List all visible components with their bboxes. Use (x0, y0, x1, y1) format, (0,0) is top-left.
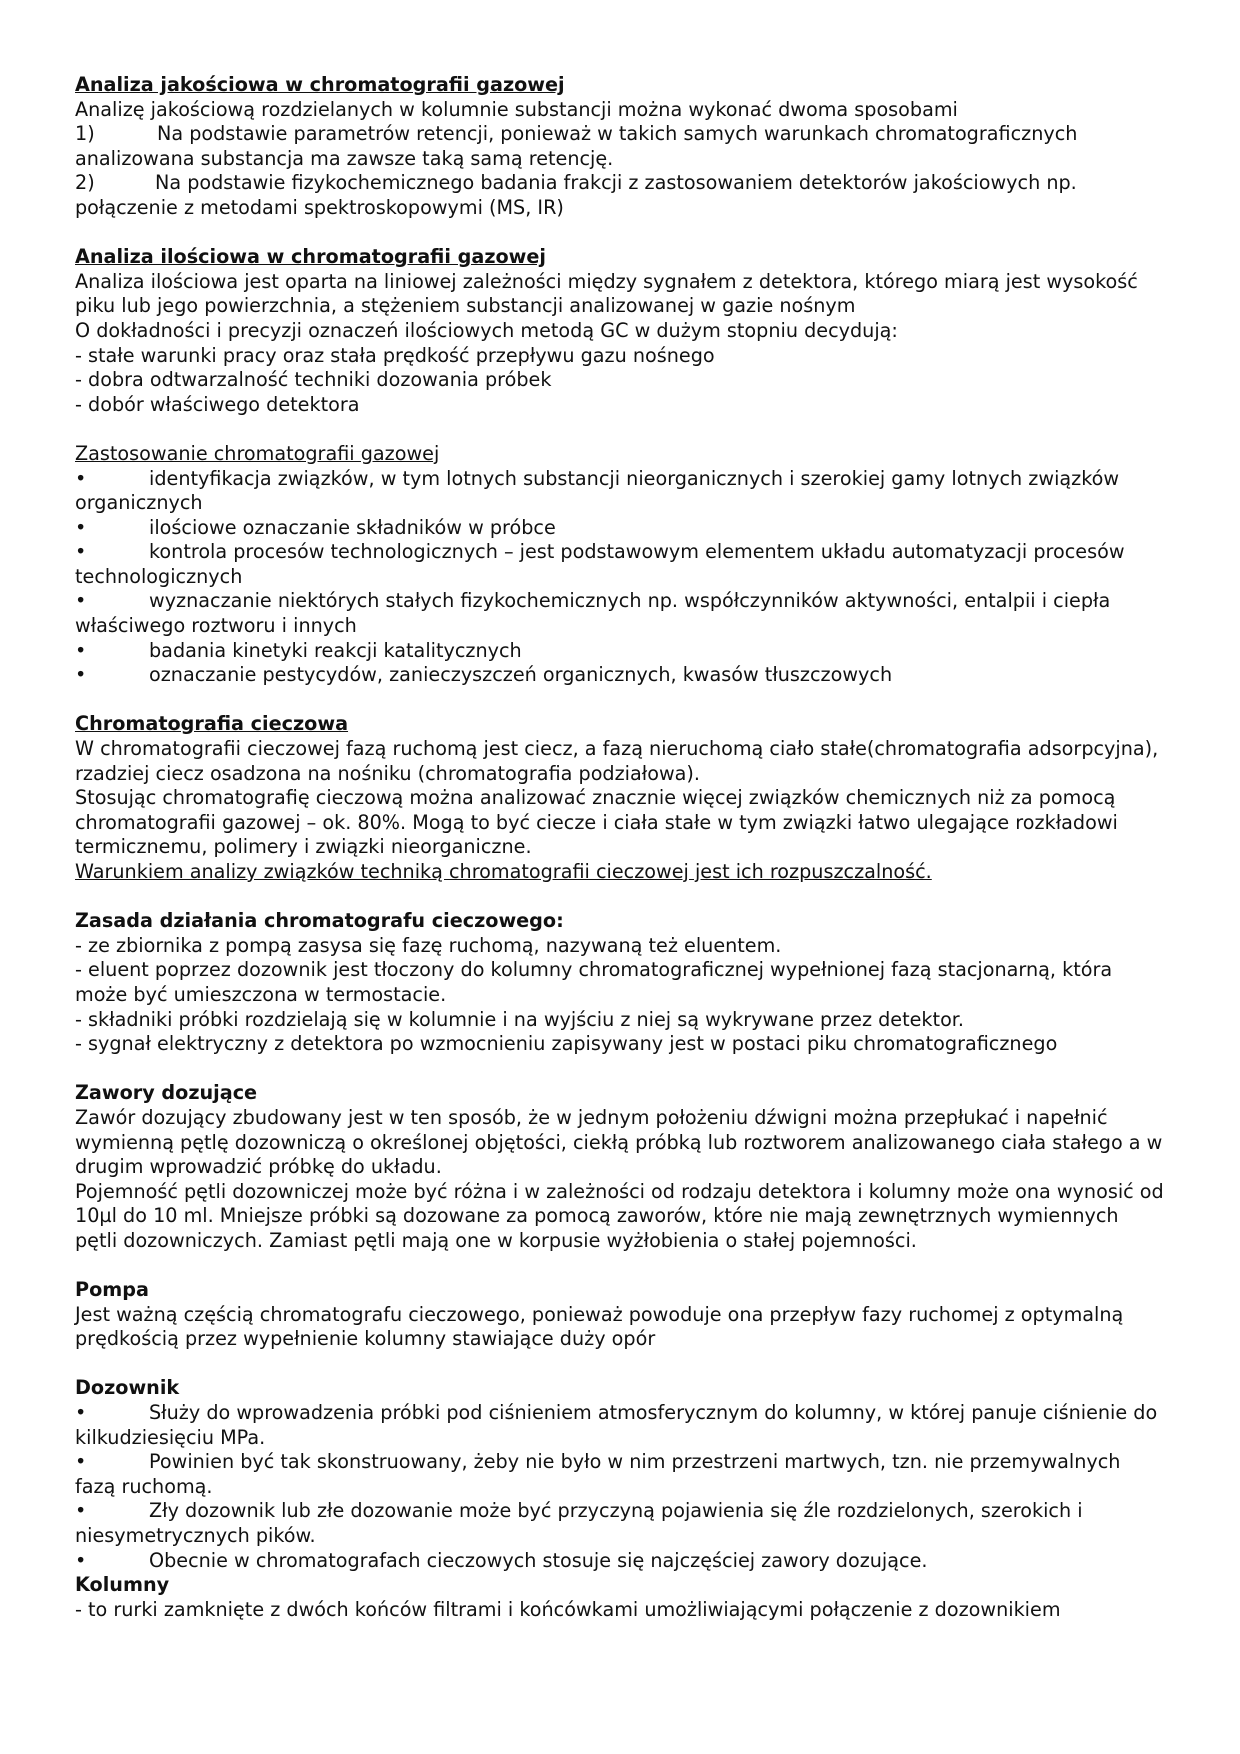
injector-bullet-item (75, 1450, 1165, 1499)
section-qualitative-analysis (75, 73, 1165, 221)
qualitative-item-1 (75, 122, 1165, 171)
pump-paragraph-1: Jest ważną częścią chromatografu cieczowego, ponieważ powoduje ona przepływ fazy ruchomej z optymalną prędkością przez wypełnienie kolumny stawiające duży opór (75, 1302, 1124, 1351)
bullet-icon: • (75, 1499, 87, 1523)
quantitative-line: - stałe warunki pracy oraz stała prędkość przepływu gazu nośnego (75, 343, 715, 367)
section-principle (75, 909, 1165, 1057)
bullet-icon: • (75, 515, 87, 539)
bullet-icon: • (75, 1548, 87, 1572)
heading-valves: Zawory dozujące (75, 1081, 258, 1105)
liquid-paragraph-2: Stosując chromatografię cieczową można analizować znacznie więcej związków chemicznych niż za pomocą chromatografii gazowej – ok. 80%. Mogą to być ciecze i ciała stałe w tym związki łatwo ulegające rozkładowi termicznemu, polimery i związki nieorganiczne. (75, 786, 1118, 859)
section-pump (75, 1278, 1165, 1352)
bullet-text: wyznaczanie niektórych stałych fizykochemicznych np. współczynników aktywności, entalpii i ciepła właściwego roztworu i innych (75, 589, 1111, 638)
heading-injector: Dozownik (75, 1376, 180, 1400)
quantitative-paragraph-2: O dokładności i precyzji oznaczeń ilościowych metodą GC w dużym stopniu decydują: (75, 318, 898, 342)
bullet-icon: • (75, 589, 87, 613)
heading-quantitative-analysis: Analiza ilościowa w chromatografii gazowej (75, 245, 547, 269)
bullet-icon: • (75, 540, 87, 564)
heading-principle: Zasada działania chromatografu cieczowego: (75, 909, 564, 933)
heading-columns: Kolumny (75, 1573, 170, 1597)
principle-line: - ze zbiornika z pompą zasysa się fazę ruchomą, nazywaną też eluentem. (75, 933, 782, 957)
bullet-text: identyfikacja związków, w tym lotnych substancji nieorganicznych i szerokiej gamy lotnych związków organicznych (75, 466, 1120, 515)
quantitative-paragraph-1: Analiza ilościowa jest oparta na liniowej zależności między sygnałem z detektora, którego miarą jest wysokość piku lub jego powierzchnia, a stężeniem substancji analizowanej w gazie nośnym (75, 269, 1138, 318)
injector-bullet-item (75, 1401, 1165, 1450)
qualitative-intro: Analizę jakościową rozdzielanych w kolumnie substancji można wykonać dwoma sposobami (75, 97, 958, 121)
section-quantitative-analysis (75, 245, 1165, 417)
section-columns (75, 1573, 1165, 1622)
item-number: 1) (75, 122, 95, 146)
injector-bullet-item (75, 1499, 1165, 1548)
bullet-text: Służy do wprowadzenia próbki pod ciśnieniem atmosferycznym do kolumny, w której panuje ciśnienie do kilkudziesięciu MPa. (75, 1401, 1158, 1449)
columns-line-1: - to rurki zamknięte z dwóch końców filtrami i końcówkami umożliwiającymi połączenie z dozownikiem (75, 1597, 1061, 1621)
item-text: Na podstawie parametrów retencji, ponieważ w takich samych warunkach chromatograficznych analizowana substancja ma zawsze taką samą retencję. (75, 122, 1078, 170)
bullet-text: badania kinetyki reakcji katalitycznych (149, 638, 522, 662)
principle-line: - eluent poprzez dozownik jest tłoczony do kolumny chromatograficznej wypełnionej fazą stacjonarną, która może być umieszczona w termostacie. (75, 958, 1113, 1006)
application-bullet-item (75, 540, 1165, 589)
liquid-paragraph-1: W chromatografii cieczowej fazą ruchomą jest ciecz, a fazą nieruchomą ciało stałe(chromatografia adsorpcyjna), rzadziej ciecz osadzona na nośniku (chromatografia podziałowa). (75, 737, 1159, 785)
item-text: Na podstawie fizykochemicznego badania frakcji z zastosowaniem detektorów jakościowych np. połączenie z metodami spektroskopowymi (MS, IR) (75, 171, 1077, 219)
bullet-icon: • (75, 663, 87, 687)
section-applications (75, 442, 1165, 688)
application-bullet-item (75, 639, 1165, 664)
bullet-icon: • (75, 638, 87, 662)
bullet-text: Powinien być tak skonstruowany, żeby nie było w nim przestrzeni martwych, tzn. nie przemywalnych fazą ruchomą. (75, 1450, 1121, 1498)
item-number: 2) (75, 171, 95, 195)
section-injector (75, 1376, 1165, 1573)
valves-paragraph-2: Pojemność pętli dozowniczej może być różna i w zależności od rodzaju detektora i kolumny może ona wynosić od 10µl do 10 ml. Mniejsze próbki są dozowane za pomocą zaworów, które nie mają zewnętrznych wymiennych pętli dozowniczych. Zamiast pętli mają one w korpusie wyżłobienia o stałej pojemności. (75, 1179, 1164, 1252)
heading-applications: Zastosowanie chromatografii gazowej (75, 441, 440, 465)
section-liquid-chromatography (75, 712, 1165, 884)
bullet-icon: • (75, 1450, 87, 1474)
principle-line: - składniki próbki rozdzielają się w kolumnie i na wyjściu z niej są wykrywane przez detektor. (75, 1007, 965, 1031)
heading-pump: Pompa (75, 1278, 149, 1302)
injector-bullet-item (75, 1549, 1165, 1574)
qualitative-item-2 (75, 171, 1165, 220)
bullet-text: ilościowe oznaczanie składników w próbce (149, 515, 556, 539)
application-bullet-item (75, 467, 1165, 516)
bullet-icon: • (75, 1401, 87, 1425)
application-bullet-item (75, 516, 1165, 541)
quantitative-line: - dobór właściwego detektora (75, 392, 360, 416)
principle-line: - sygnał elektryczny z detektora po wzmocnieniu zapisywany jest w postaci piku chromatograficznego (75, 1032, 1058, 1056)
heading-qualitative-analysis: Analiza jakościowa w chromatografii gazowej (75, 73, 565, 96)
heading-liquid-chromatography: Chromatografia cieczowa (75, 712, 349, 736)
bullet-icon: • (75, 466, 87, 490)
document-page (75, 73, 1165, 1622)
application-bullet-item (75, 589, 1165, 638)
bullet-text: oznaczanie pestycydów, zanieczyszczeń organicznych, kwasów tłuszczowych (149, 663, 893, 687)
liquid-paragraph-3: Warunkiem analizy związków techniką chromatografii cieczowej jest ich rozpuszczalność. (75, 860, 932, 883)
quantitative-line: - dobra odtwarzalność techniki dozowania próbek (75, 368, 552, 392)
bullet-text: Obecnie w chromatografach cieczowych stosuje się najczęściej zawory dozujące. (149, 1548, 928, 1572)
section-valves (75, 1081, 1165, 1253)
application-bullet-item (75, 663, 1165, 688)
bullet-text: kontrola procesów technologicznych – jest podstawowym elementem układu automatyzacji procesów technologicznych (75, 540, 1125, 588)
valves-paragraph-1: Zawór dozujący zbudowany jest w ten sposób, że w jednym położeniu dźwigni można przepłukać i napełnić wymienną pętlę dozowniczą o określonej objętości, ciekłą próbką lub roztworem analizowanego ciała stałego a w drugim wprowadzić próbkę do układu. (75, 1105, 1163, 1179)
bullet-text: Zły dozownik lub złe dozowanie może być przyczyną pojawienia się źle rozdzielonych, szerokich i niesymetrycznych pików. (75, 1499, 1083, 1548)
